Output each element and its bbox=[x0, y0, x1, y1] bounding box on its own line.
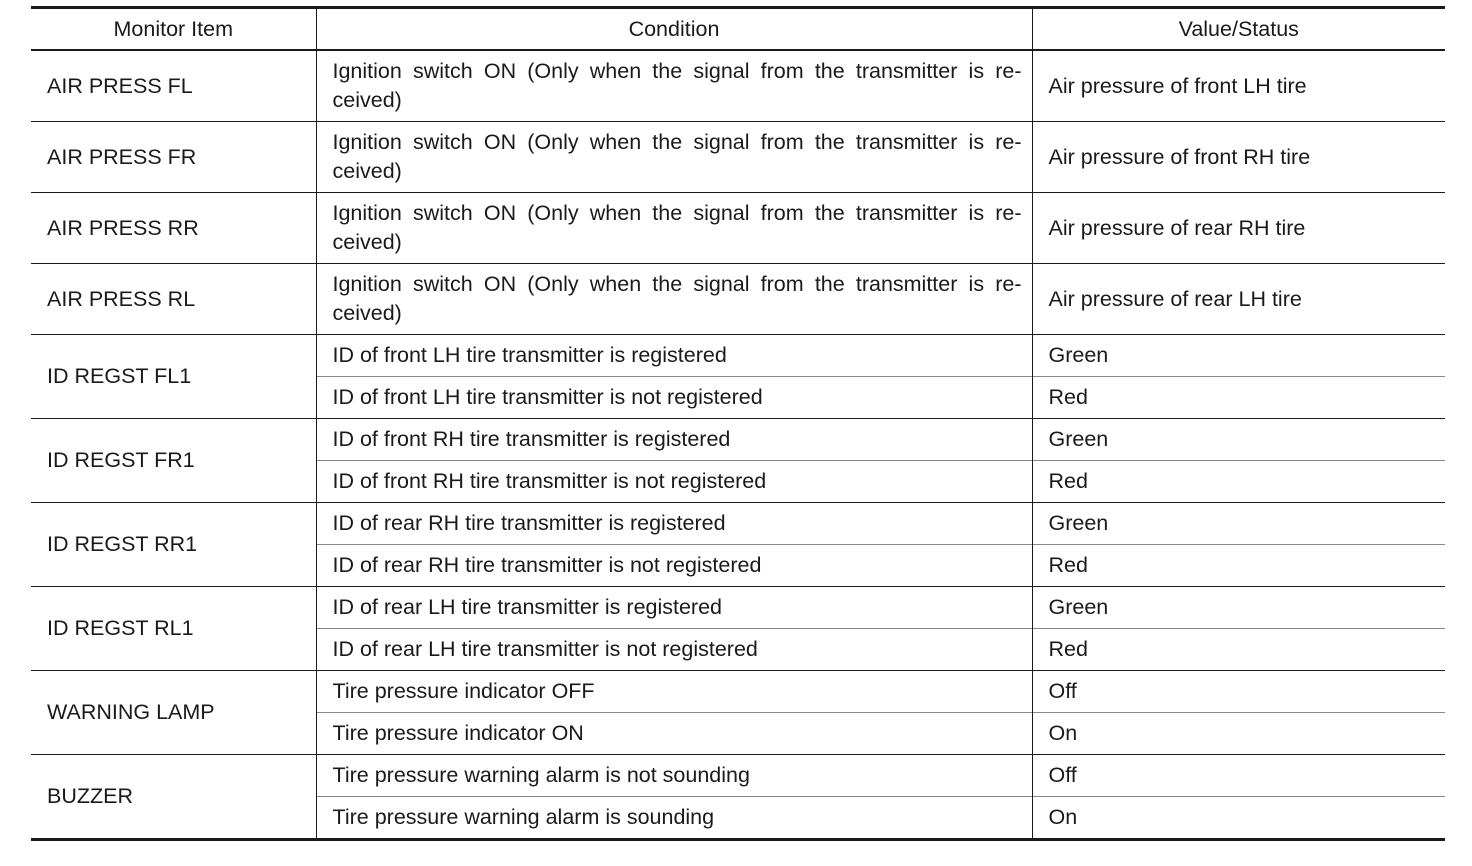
value-cell: Air pressure of front RH tire bbox=[1032, 122, 1445, 193]
condition-cell: ID of rear LH tire transmitter is registered bbox=[316, 587, 1032, 629]
table-row bbox=[31, 755, 1445, 797]
condition-cell: ID of front LH tire transmitter is not registered bbox=[316, 377, 1032, 419]
condition-cell: Ignition switch ON (Only when the signal from the transmitter is re-ceived) bbox=[316, 264, 1032, 335]
condition-cell: ID of front RH tire transmitter is registered bbox=[316, 419, 1032, 461]
value-cell: Green bbox=[1032, 503, 1445, 545]
header-value-status: Value/Status bbox=[1032, 8, 1445, 51]
value-cell: Red bbox=[1032, 377, 1445, 419]
value-cell: Red bbox=[1032, 461, 1445, 503]
value-cell: On bbox=[1032, 713, 1445, 755]
monitor-item: WARNING LAMP bbox=[31, 671, 316, 755]
value-cell: Red bbox=[1032, 629, 1445, 671]
header-condition: Condition bbox=[316, 8, 1032, 51]
table-row bbox=[31, 264, 1445, 335]
condition-cell: ID of rear RH tire transmitter is registered bbox=[316, 503, 1032, 545]
monitor-item: ID REGST RL1 bbox=[31, 587, 316, 671]
value-cell: On bbox=[1032, 797, 1445, 840]
table-row bbox=[31, 193, 1445, 264]
monitor-item: ID REGST RR1 bbox=[31, 503, 316, 587]
header-row bbox=[31, 8, 1445, 51]
monitor-table bbox=[31, 6, 1445, 841]
condition-cell: ID of front LH tire transmitter is registered bbox=[316, 335, 1032, 377]
value-cell: Green bbox=[1032, 419, 1445, 461]
condition-cell: ID of rear LH tire transmitter is not registered bbox=[316, 629, 1032, 671]
value-cell: Off bbox=[1032, 671, 1445, 713]
monitor-item: AIR PRESS RL bbox=[31, 264, 316, 335]
table-row bbox=[31, 419, 1445, 461]
monitor-item: BUZZER bbox=[31, 755, 316, 840]
monitor-item: AIR PRESS FR bbox=[31, 122, 316, 193]
header-monitor-item: Monitor Item bbox=[31, 8, 316, 51]
monitor-item: AIR PRESS FL bbox=[31, 50, 316, 122]
table-row bbox=[31, 122, 1445, 193]
table-row bbox=[31, 503, 1445, 545]
value-cell: Air pressure of front LH tire bbox=[1032, 50, 1445, 122]
monitor-item: ID REGST FR1 bbox=[31, 419, 316, 503]
value-cell: Green bbox=[1032, 587, 1445, 629]
condition-cell: Ignition switch ON (Only when the signal from the transmitter is re-ceived) bbox=[316, 122, 1032, 193]
value-cell: Air pressure of rear RH tire bbox=[1032, 193, 1445, 264]
value-cell: Green bbox=[1032, 335, 1445, 377]
condition-cell: Ignition switch ON (Only when the signal from the transmitter is re-ceived) bbox=[316, 193, 1032, 264]
value-cell: Air pressure of rear LH tire bbox=[1032, 264, 1445, 335]
condition-cell: Tire pressure warning alarm is sounding bbox=[316, 797, 1032, 840]
table-row bbox=[31, 671, 1445, 713]
condition-cell: Tire pressure indicator OFF bbox=[316, 671, 1032, 713]
table-row bbox=[31, 587, 1445, 629]
monitor-item: AIR PRESS RR bbox=[31, 193, 316, 264]
monitor-item: ID REGST FL1 bbox=[31, 335, 316, 419]
condition-cell: Ignition switch ON (Only when the signal from the transmitter is re-ceived) bbox=[316, 50, 1032, 122]
value-cell: Red bbox=[1032, 545, 1445, 587]
condition-cell: ID of front RH tire transmitter is not registered bbox=[316, 461, 1032, 503]
value-cell: Off bbox=[1032, 755, 1445, 797]
table-row bbox=[31, 50, 1445, 122]
condition-cell: ID of rear RH tire transmitter is not registered bbox=[316, 545, 1032, 587]
table-row bbox=[31, 335, 1445, 377]
condition-cell: Tire pressure indicator ON bbox=[316, 713, 1032, 755]
condition-cell: Tire pressure warning alarm is not sounding bbox=[316, 755, 1032, 797]
